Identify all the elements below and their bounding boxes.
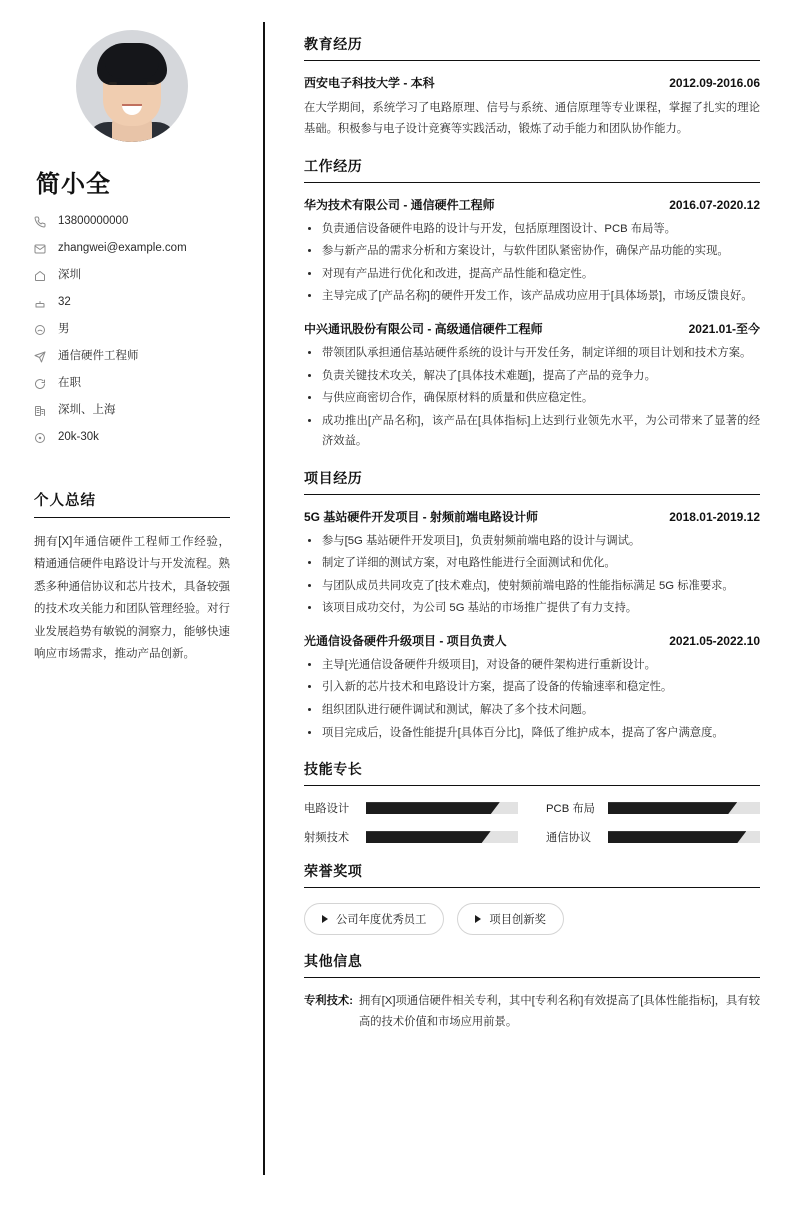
contact-value-phone: 13800000000: [58, 215, 129, 228]
bullet-item: 引入新的芯片技术和电路设计方案，提高了设备的传输速率和稳定性。: [304, 677, 760, 698]
education-entry: [304, 74, 760, 140]
skill-row: [304, 829, 518, 845]
award-label: 项目创新奖: [489, 914, 546, 927]
education-heading: 教育经历: [304, 34, 760, 61]
entry-header: [304, 74, 760, 91]
bullet-item: 参与[5G 基站硬件开发项目]，负责射频前端电路的设计与调试。: [304, 531, 760, 552]
work-entry: [304, 320, 760, 452]
skill-row: [304, 800, 518, 816]
bullet-item: 该项目成功交付，为公司 5G 基站的市场推广提供了有力支持。: [304, 598, 760, 619]
contact-row-location-pref: [34, 404, 230, 418]
education-desc: 在大学期间，系统学习了电路原理、信号与系统、通信原理等专业课程，掌握了扎实的理论基础。积极参与电子设计竞赛等实践活动，锻炼了动手能力和团队协作能力。: [304, 102, 760, 135]
bullet-item: 项目完成后，设备性能提升[具体百分比]，降低了维护成本，提高了客户满意度。: [304, 723, 760, 744]
skill-track: [608, 802, 760, 814]
contact-value-city: 深圳: [58, 269, 81, 282]
project-date: 2018.01-2019.12: [669, 509, 760, 524]
refresh-icon: [34, 377, 54, 391]
skill-fill: [366, 831, 491, 843]
work-entry: [304, 196, 760, 307]
project-date: 2021.05-2022.10: [669, 633, 760, 648]
project-title: 5G 基站硬件开发项目 - 射频前端电路设计师: [304, 509, 539, 524]
home-icon: [34, 269, 54, 283]
contact-row-phone: [34, 215, 230, 229]
awards-section: [304, 861, 760, 935]
bullet-item: 主导[光通信设备硬件升级项目]，对设备的硬件架构进行重新设计。: [304, 655, 760, 676]
education-title: 西安电子科技大学 - 本科: [304, 76, 435, 90]
work-title: 华为技术有限公司 - 通信硬件工程师: [304, 197, 495, 212]
skill-name: 射频技术: [304, 832, 350, 845]
summary-heading: 个人总结: [34, 489, 230, 518]
other-row: [304, 991, 760, 1033]
bullet-item: 负责关键技术攻关，解决了[具体技术难题]，提高了产品的竞争力。: [304, 366, 760, 387]
play-triangle-icon: [475, 915, 481, 923]
skill-row: [546, 829, 760, 845]
skills-grid: [304, 800, 760, 845]
play-triangle-icon: [322, 915, 328, 923]
entry-header: [304, 320, 760, 337]
cake-icon: [34, 296, 54, 310]
skill-row: [546, 800, 760, 816]
bullet-item: 对现有产品进行优化和改进，提高产品性能和稳定性。: [304, 264, 760, 285]
project-entry: [304, 632, 760, 743]
contact-row-status: [34, 377, 230, 391]
skill-fill: [608, 831, 746, 843]
skill-fill: [608, 802, 737, 814]
skills-section: [304, 759, 760, 845]
awards-heading: 荣誉奖项: [304, 861, 760, 888]
person-name: 简小全: [36, 171, 111, 198]
work-date: 2021.01-至今: [688, 321, 760, 336]
project-bullets: [304, 655, 760, 743]
skill-name: 电路设计: [304, 803, 350, 816]
work-bullets: [304, 219, 760, 307]
bullet-item: 与团队成员共同攻克了[技术难点]，使射频前端电路的性能指标满足 5G 标准要求。: [304, 576, 760, 597]
bullet-item: 负责通信设备硬件电路的设计与开发，包括原理图设计、PCB 布局等。: [304, 219, 760, 240]
bullet-item: 与供应商密切合作，确保原材料的质量和供应稳定性。: [304, 388, 760, 409]
avatar: [76, 30, 188, 142]
bullet-item: 参与新产品的需求分析和方案设计，与软件团队紧密协作，确保产品功能的实现。: [304, 241, 760, 262]
education-date: 2012.09-2016.06: [669, 76, 760, 90]
awards-list: [304, 903, 760, 935]
award-label: 公司年度优秀员工: [336, 914, 427, 927]
gender-icon: [34, 323, 54, 337]
contact-value-salary: 20k-30k: [58, 431, 99, 444]
work-heading: 工作经历: [304, 156, 760, 183]
other-text: 拥有[X]项通信硬件相关专利，其中[专利名称]有效提高了[具体性能指标]，具有较高的技术价值和市场应用前景。: [358, 995, 760, 1028]
paper-plane-icon: [34, 350, 54, 364]
project-title: 光通信设备硬件升级项目 - 项目负责人: [304, 633, 507, 648]
projects-section: [304, 468, 760, 743]
bullet-item: 组织团队进行硬件调试和测试，解决了多个技术问题。: [304, 700, 760, 721]
building-icon: [34, 404, 54, 418]
work-date: 2016.07-2020.12: [669, 197, 760, 212]
avatar-eye-right: [147, 82, 155, 85]
project-entry: [304, 508, 760, 619]
summary-text: 拥有[X]年通信硬件工程师工作经验，精通通信硬件电路设计与开发流程。熟悉多种通信协议和芯片技术，具备较强的技术攻关能力和团队管理经验。对行业发展趋势有敏锐的洞察力，能够快速响应市场需求，推动产品创新。: [34, 536, 230, 661]
work-bullets: [304, 343, 760, 452]
bullet-item: 制定了详细的测试方案，对电路性能进行全面测试和优化。: [304, 553, 760, 574]
phone-icon: [34, 215, 54, 229]
skill-track: [366, 831, 518, 843]
bullet-item: 成功推出[产品名称]，该产品在[具体指标]上达到行业领先水平，为公司带来了显著的经济效益。: [304, 411, 760, 452]
bullet-item: 主导完成了[产品名称]的硬件开发工作，该产品成功应用于[具体场景]，市场反馈良好。: [304, 286, 760, 307]
other-label: 专利技术:: [304, 995, 353, 1008]
contact-value-status: 在职: [58, 377, 81, 390]
skills-heading: 技能专长: [304, 759, 760, 786]
summary-section: [34, 489, 230, 666]
project-bullets: [304, 531, 760, 619]
contact-row-position: [34, 350, 230, 364]
target-icon: [34, 431, 54, 445]
main-column: [264, 0, 794, 1210]
contact-row-city: [34, 269, 230, 283]
entry-header: [304, 508, 760, 525]
skill-name: PCB 布局: [546, 803, 595, 816]
entry-header: [304, 196, 760, 213]
work-section: [304, 156, 760, 452]
contact-row-email: [34, 242, 230, 256]
skill-track: [366, 802, 518, 814]
other-heading: 其他信息: [304, 951, 760, 978]
contact-list: [34, 215, 230, 445]
contact-row-gender: [34, 323, 230, 337]
avatar-wrapper: [34, 30, 230, 142]
contact-value-email: zhangwei@example.com: [58, 242, 187, 255]
skill-fill: [366, 802, 500, 814]
skill-name: 通信协议: [546, 832, 592, 845]
education-section: [304, 34, 760, 140]
skill-track: [608, 831, 760, 843]
contact-row-salary: [34, 431, 230, 445]
envelope-icon: [34, 242, 54, 256]
column-divider: [263, 22, 265, 1175]
avatar-eye-left: [109, 82, 117, 85]
other-section: [304, 951, 760, 1033]
work-title: 中兴通讯股份有限公司 - 高级通信硬件工程师: [304, 321, 543, 336]
contact-value-location-pref: 深圳、上海: [58, 404, 116, 417]
avatar-hair: [97, 43, 167, 85]
contact-value-position: 通信硬件工程师: [58, 350, 139, 363]
contact-value-gender: 男: [58, 323, 70, 336]
contact-value-age: 32: [58, 296, 71, 309]
award-chip[interactable]: [457, 903, 564, 935]
projects-heading: 项目经历: [304, 468, 760, 495]
bullet-item: 带领团队承担通信基站硬件系统的设计与开发任务，制定详细的项目计划和技术方案。: [304, 343, 760, 364]
sidebar: [0, 0, 264, 1210]
contact-row-age: [34, 296, 230, 310]
entry-header: [304, 632, 760, 649]
award-chip[interactable]: [304, 903, 444, 935]
